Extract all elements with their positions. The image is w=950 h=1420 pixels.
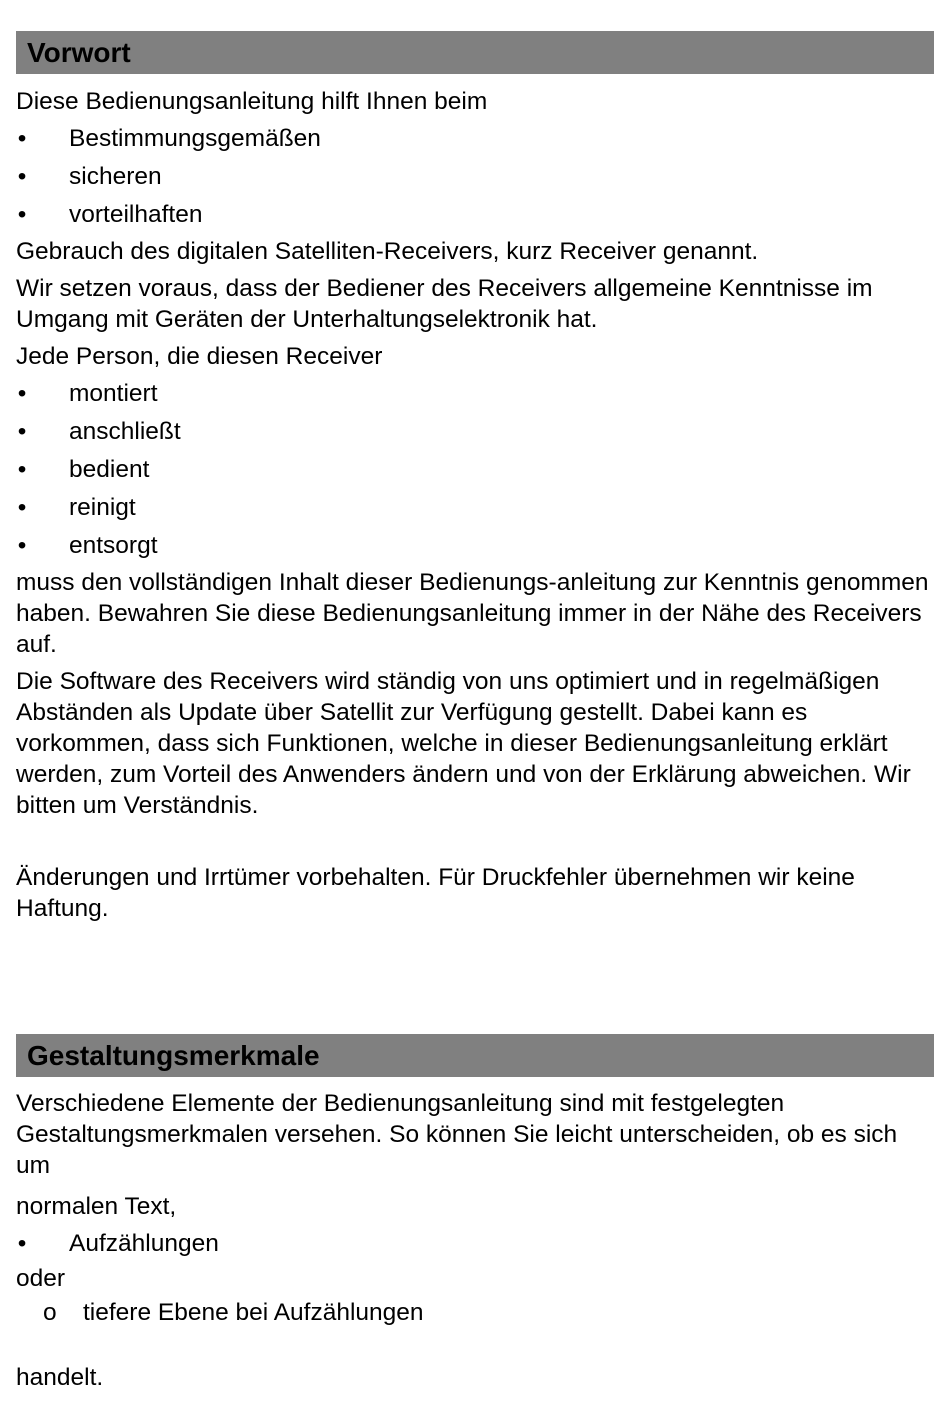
list-item-text: Aufzählungen [69, 1230, 219, 1257]
list-item [16, 158, 934, 196]
paragraph: muss den vollständigen Inhalt dieser Bedienungs-anleitung zur Kenntnis genommen haben. Bewahren Sie diese Bedienungsanleitung immer in der Nähe des Receivers auf. [16, 569, 929, 658]
paragraph: Änderungen und Irrtümer vorbehalten. Für Druckfehler übernehmen wir keine Haftung. [16, 864, 855, 922]
sub-list-item-text: tiefere Ebene bei Aufzählungen [83, 1299, 424, 1326]
bullet-icon: • [17, 163, 27, 190]
bullet-icon: • [17, 532, 27, 559]
list-item [16, 375, 934, 413]
list-item [16, 120, 934, 158]
list-item-text: reinigt [69, 494, 136, 521]
list-item [16, 489, 934, 527]
paragraph: normalen Text, [16, 1193, 177, 1220]
list-item-text: entsorgt [69, 532, 158, 559]
paragraph: Wir setzen voraus, dass der Bediener des Receivers allgemeine Kenntnisse im Umgang mit Geräten der Unterhaltungselektronik hat. [16, 275, 873, 333]
bullet-icon: • [17, 418, 27, 445]
sub-list-item [16, 1294, 934, 1332]
list-item [16, 413, 934, 451]
paragraph: Jede Person, die diesen Receiver [16, 343, 383, 370]
list-item-text: sicheren [69, 163, 162, 190]
list-item [16, 1225, 934, 1263]
list-item-text: vorteilhaften [69, 201, 203, 228]
bullet-icon: • [17, 494, 27, 521]
list-item-text: bedient [69, 456, 150, 483]
list-item-text: Bestimmungsgemäßen [69, 125, 321, 152]
paragraph: Die Software des Receivers wird ständig von uns optimiert und in regelmäßigen Abständen als Update über Satellit zur Verfügung gestellt. Dabei kann es vorkommen, dass sich Funktionen, welche in dieser Bedienungsanleitung erklärt werden, zum Vorteil des Anwenders ändern und von der Erklärung abweichen. Wir bitten um Verständnis. [16, 668, 911, 819]
paragraph: handelt. [16, 1364, 104, 1391]
list-item [16, 451, 934, 489]
list-item [16, 527, 934, 565]
paragraph: Gebrauch des digitalen Satelliten-Receivers, kurz Receiver genannt. [16, 238, 759, 265]
bullet-icon: • [17, 380, 27, 407]
bullet-icon: • [17, 456, 27, 483]
paragraph: Verschiedene Elemente der Bedienungsanleitung sind mit festgelegten Gestaltungsmerkmalen versehen. So können Sie leicht unterscheiden, ob es sich um [16, 1090, 898, 1179]
list-item-text: montiert [69, 380, 158, 407]
section-heading-gestaltungsmerkmale: Gestaltungsmerkmale [16, 1034, 934, 1077]
section-heading-vorwort: Vorwort [16, 31, 934, 74]
list-item [16, 196, 934, 234]
circle-bullet-icon: o [43, 1299, 57, 1326]
bullet-icon: • [17, 1230, 27, 1257]
intro-text: Diese Bedienungsanleitung hilft Ihnen beim [16, 88, 488, 115]
manual-page [16, 31, 934, 1393]
list-item-text: anschließt [69, 418, 181, 445]
bullet-icon: • [17, 201, 27, 228]
paragraph: oder [16, 1265, 66, 1292]
bullet-icon: • [17, 125, 27, 152]
